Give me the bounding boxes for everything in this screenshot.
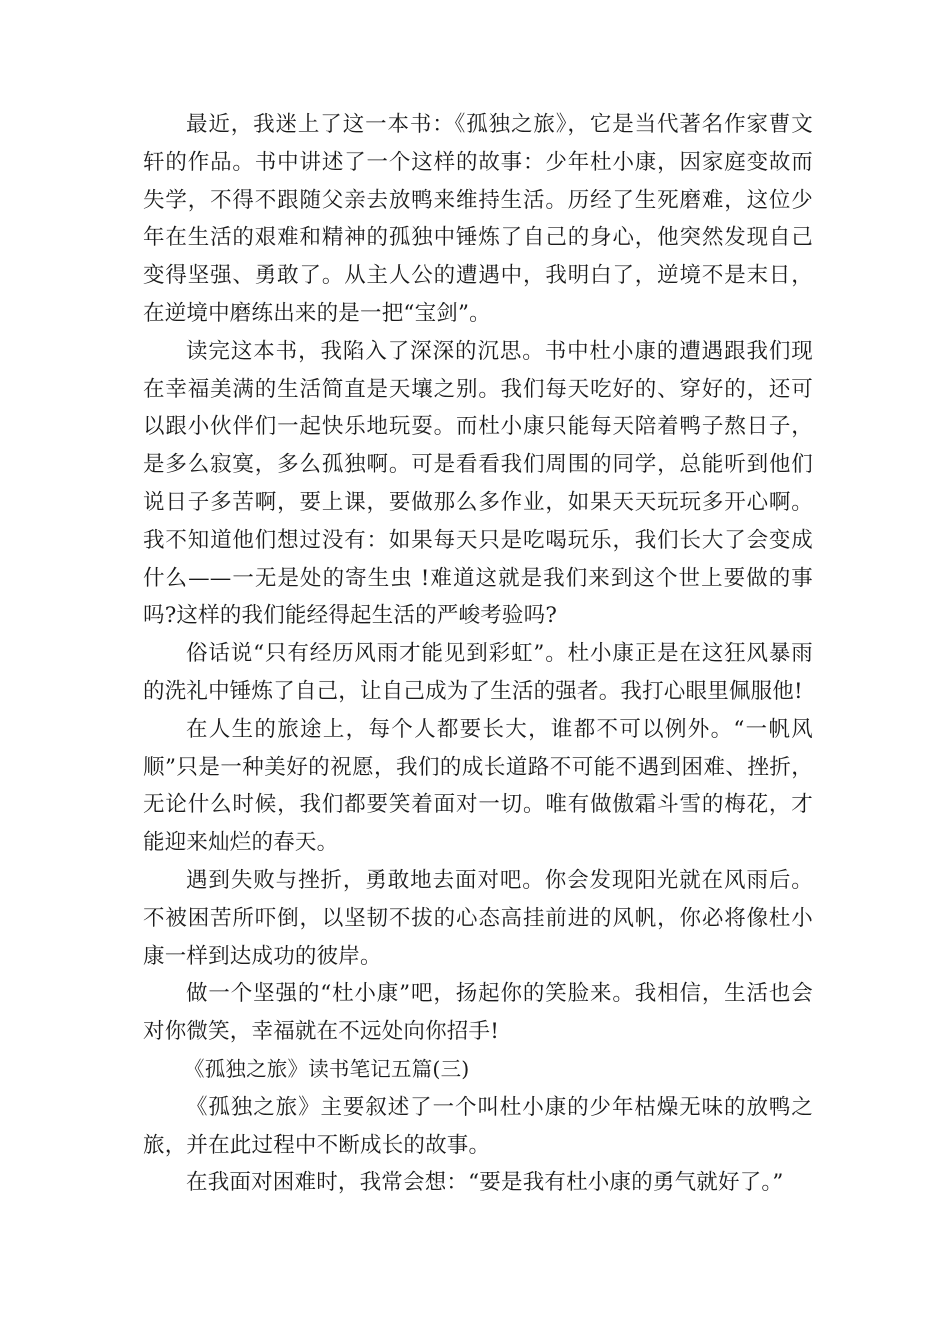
section-paragraph-2: 在我面对困难时，我常会想：“要是我有杜小康的勇气就好了。” (186, 1170, 784, 1196)
paragraph-3: 俗话说“只有经历风雨才能见到彩虹”。杜小康正是在这狂风暴雨的洗礼中锤炼了自己，让自己成为了生活的强者。我打心眼里佩服他! (143, 641, 813, 704)
section-heading: 《孤独之旅》读书笔记五篇(三) (184, 1056, 470, 1081)
document-body (143, 106, 813, 1202)
paragraph-5: 遇到失败与挫折，勇敢地去面对吧。你会发现阳光就在风雨后。不被困苦所吓倒，以坚韧不拔的心态高挂前进的风帆，你必将像杜小康一样到达成功的彼岸。 (143, 867, 813, 969)
paragraph-6: 做一个坚强的“杜小康”吧，扬起你的笑脸来。我相信，生活也会对你微笑，幸福就在不远处向你招手! (143, 981, 813, 1045)
section-paragraph-1: 《孤独之旅》主要叙述了一个叫杜小康的少年枯燥无味的放鸭之旅，并在此过程中不断成长的故事。 (143, 1094, 813, 1158)
paragraph-1: 最近，我迷上了这一本书：《孤独之旅》，它是当代著名作家曹文轩的作品。书中讲述了一个这样的故事：少年杜小康，因家庭变故而失学，不得不跟随父亲去放鸭来维持生活。历经了生死磨难，这位少年在生活的艰难和精神的孤独中锤炼了自己的身心，他突然发现自己变得坚强、勇敢了。从主人公的遭遇中，我明白了，逆境不是末日，在逆境中磨练出来的是一把“宝剑”。 (143, 112, 813, 326)
paragraph-4: 在人生的旅途上，每个人都要长大，谁都不可以例外。“一帆风顺”只是一种美好的祝愿，我们的成长道路不可能不遇到困难、挫折，无论什么时候，我们都要笑着面对一切。唯有做傲霜斗雪的梅花，才能迎来灿烂的春天。 (143, 716, 813, 856)
paragraph-2: 读完这本书，我陷入了深深的沉思。书中杜小康的遭遇跟我们现在幸福美满的生活简直是天壤之别。我们每天吃好的、穿好的，还可以跟小伙伴们一起快乐地玩耍。而杜小康只能每天陪着鸭子熬日子，是多么寂寞，多么孤独啊。可是看看我们周围的同学，总能听到他们说日子多苦啊，要上课，要做那么多作业，如果天天玩玩多开心啊。我不知道他们想过没有：如果每天只是吃喝玩乐，我们长大了会变成什么——一无是处的寄生虫 !难道这就是我们来到这个世上要做的事吗?这样的我们能经得起生活的严峻考验吗? (143, 338, 813, 629)
